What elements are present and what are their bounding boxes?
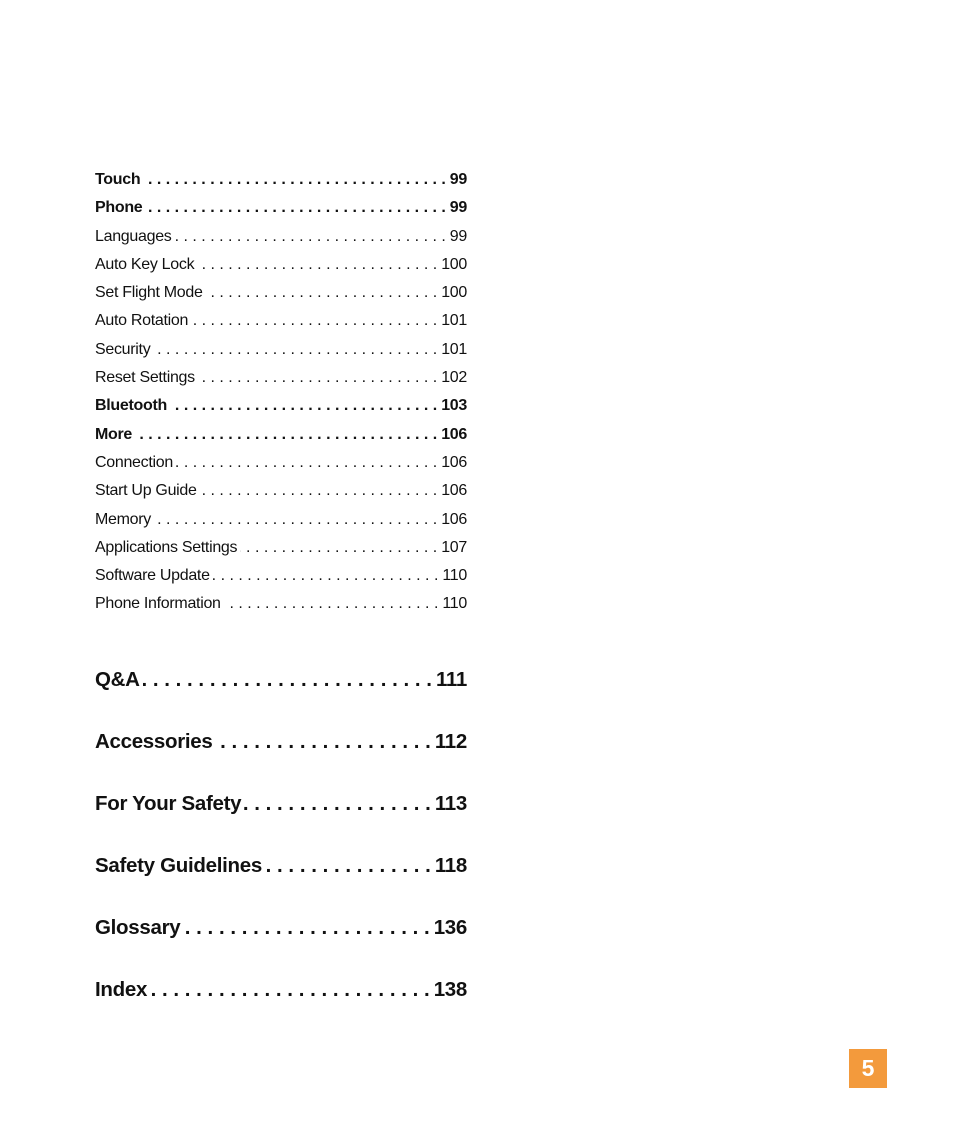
dot-leader	[175, 223, 446, 251]
toc-entry-page: 101	[441, 312, 467, 330]
toc-entry-title: Glossary	[95, 915, 181, 939]
dot-leader	[200, 477, 438, 505]
toc-entry[interactable]	[95, 534, 467, 562]
dot-leader	[176, 449, 437, 477]
dot-leader	[143, 649, 432, 711]
toc-entry-title: Safety Guidelines	[95, 853, 262, 877]
toc-entry-page: 136	[433, 915, 467, 939]
toc-entry-page: 102	[441, 369, 467, 387]
dot-leader	[145, 194, 445, 222]
toc-entry-page: 106	[441, 482, 467, 500]
toc-entry[interactable]	[95, 364, 467, 392]
toc-entry-title: Reset Settings	[95, 369, 195, 387]
toc-entry-page: 103	[441, 397, 467, 415]
toc-entry[interactable]	[95, 506, 467, 534]
toc-entry[interactable]	[95, 897, 467, 959]
toc-entry-page: 110	[442, 595, 467, 613]
toc-gap	[95, 619, 467, 649]
toc-entry-page: 118	[434, 853, 467, 877]
toc-entry-page: 112	[434, 729, 467, 753]
toc-entry-title: More	[95, 425, 133, 443]
toc-entry-title: Phone Information	[95, 595, 221, 613]
toc-entry-page: 101	[441, 340, 467, 358]
toc-entry[interactable]	[95, 649, 467, 711]
dot-leader	[150, 959, 430, 1021]
toc-entry-title: Memory	[95, 510, 151, 528]
toc-entry-page: 110	[442, 567, 467, 585]
dot-leader	[216, 711, 431, 773]
toc-entry[interactable]	[95, 590, 467, 618]
dot-leader	[154, 506, 437, 534]
toc-entry-page: 106	[441, 510, 467, 528]
toc-entry-title: For Your Safety	[95, 791, 242, 815]
toc-entry-title: Index	[95, 977, 148, 1001]
dot-leader	[206, 279, 438, 307]
toc-entry[interactable]	[95, 307, 467, 335]
toc-entry[interactable]	[95, 959, 467, 1021]
dot-leader	[244, 773, 431, 835]
dot-leader	[183, 897, 429, 959]
dot-leader	[143, 166, 445, 194]
dot-leader	[213, 562, 439, 590]
toc-entry-title: Auto Key Lock	[95, 255, 195, 273]
table-of-contents	[95, 166, 467, 1021]
toc-entry[interactable]	[95, 711, 467, 773]
toc-entry[interactable]	[95, 392, 467, 420]
toc-entry-page: 100	[441, 255, 467, 273]
toc-entry-title: Connection	[95, 453, 173, 471]
dot-leader	[135, 421, 437, 449]
toc-entry[interactable]	[95, 562, 467, 590]
dot-leader	[265, 835, 431, 897]
page-number-badge: 5	[849, 1049, 887, 1088]
toc-entry-title: Security	[95, 340, 151, 358]
toc-entry-page: 99	[449, 199, 467, 217]
toc-main-entries	[95, 649, 467, 1021]
toc-entry-title: Start Up Guide	[95, 482, 197, 500]
toc-entry-title: Auto Rotation	[95, 312, 189, 330]
toc-entry-title: Set Flight Mode	[95, 284, 203, 302]
toc-entry-title: Software Update	[95, 567, 210, 585]
dot-leader	[191, 307, 437, 335]
toc-entry-title: Languages	[95, 227, 172, 245]
toc-entry-page: 99	[449, 171, 467, 188]
toc-entry-title: Touch	[95, 171, 141, 188]
toc-entry-title: Q&A	[95, 667, 140, 691]
toc-entry-page: 138	[433, 977, 467, 1001]
toc-entry[interactable]	[95, 477, 467, 505]
toc-entry[interactable]	[95, 166, 467, 194]
toc-entry-title: Accessories	[95, 729, 213, 753]
toc-entry-title: Phone	[95, 199, 143, 217]
dot-leader	[197, 251, 437, 279]
toc-entry[interactable]	[95, 251, 467, 279]
dot-leader	[170, 392, 437, 420]
toc-entry[interactable]	[95, 279, 467, 307]
toc-entry-page: 113	[434, 791, 467, 815]
toc-entry[interactable]	[95, 835, 467, 897]
toc-entry-page: 106	[441, 453, 467, 471]
toc-entry[interactable]	[95, 223, 467, 251]
dot-leader	[240, 534, 437, 562]
toc-entry[interactable]	[95, 449, 467, 477]
dot-leader	[224, 590, 439, 618]
toc-entry-page: 99	[449, 227, 467, 245]
toc-entry-page: 100	[441, 284, 467, 302]
toc-entry-page: 106	[441, 425, 467, 443]
toc-entry[interactable]	[95, 336, 467, 364]
toc-entry-title: Bluetooth	[95, 397, 167, 415]
dot-leader	[198, 364, 437, 392]
toc-entry-page: 111	[435, 667, 467, 691]
dot-leader	[153, 336, 437, 364]
toc-entry[interactable]	[95, 773, 467, 835]
toc-entry-title: Applications Settings	[95, 538, 238, 556]
toc-entry[interactable]	[95, 194, 467, 222]
toc-entry-page: 107	[441, 538, 467, 556]
toc-entry[interactable]	[95, 421, 467, 449]
toc-sub-entries	[95, 166, 467, 619]
